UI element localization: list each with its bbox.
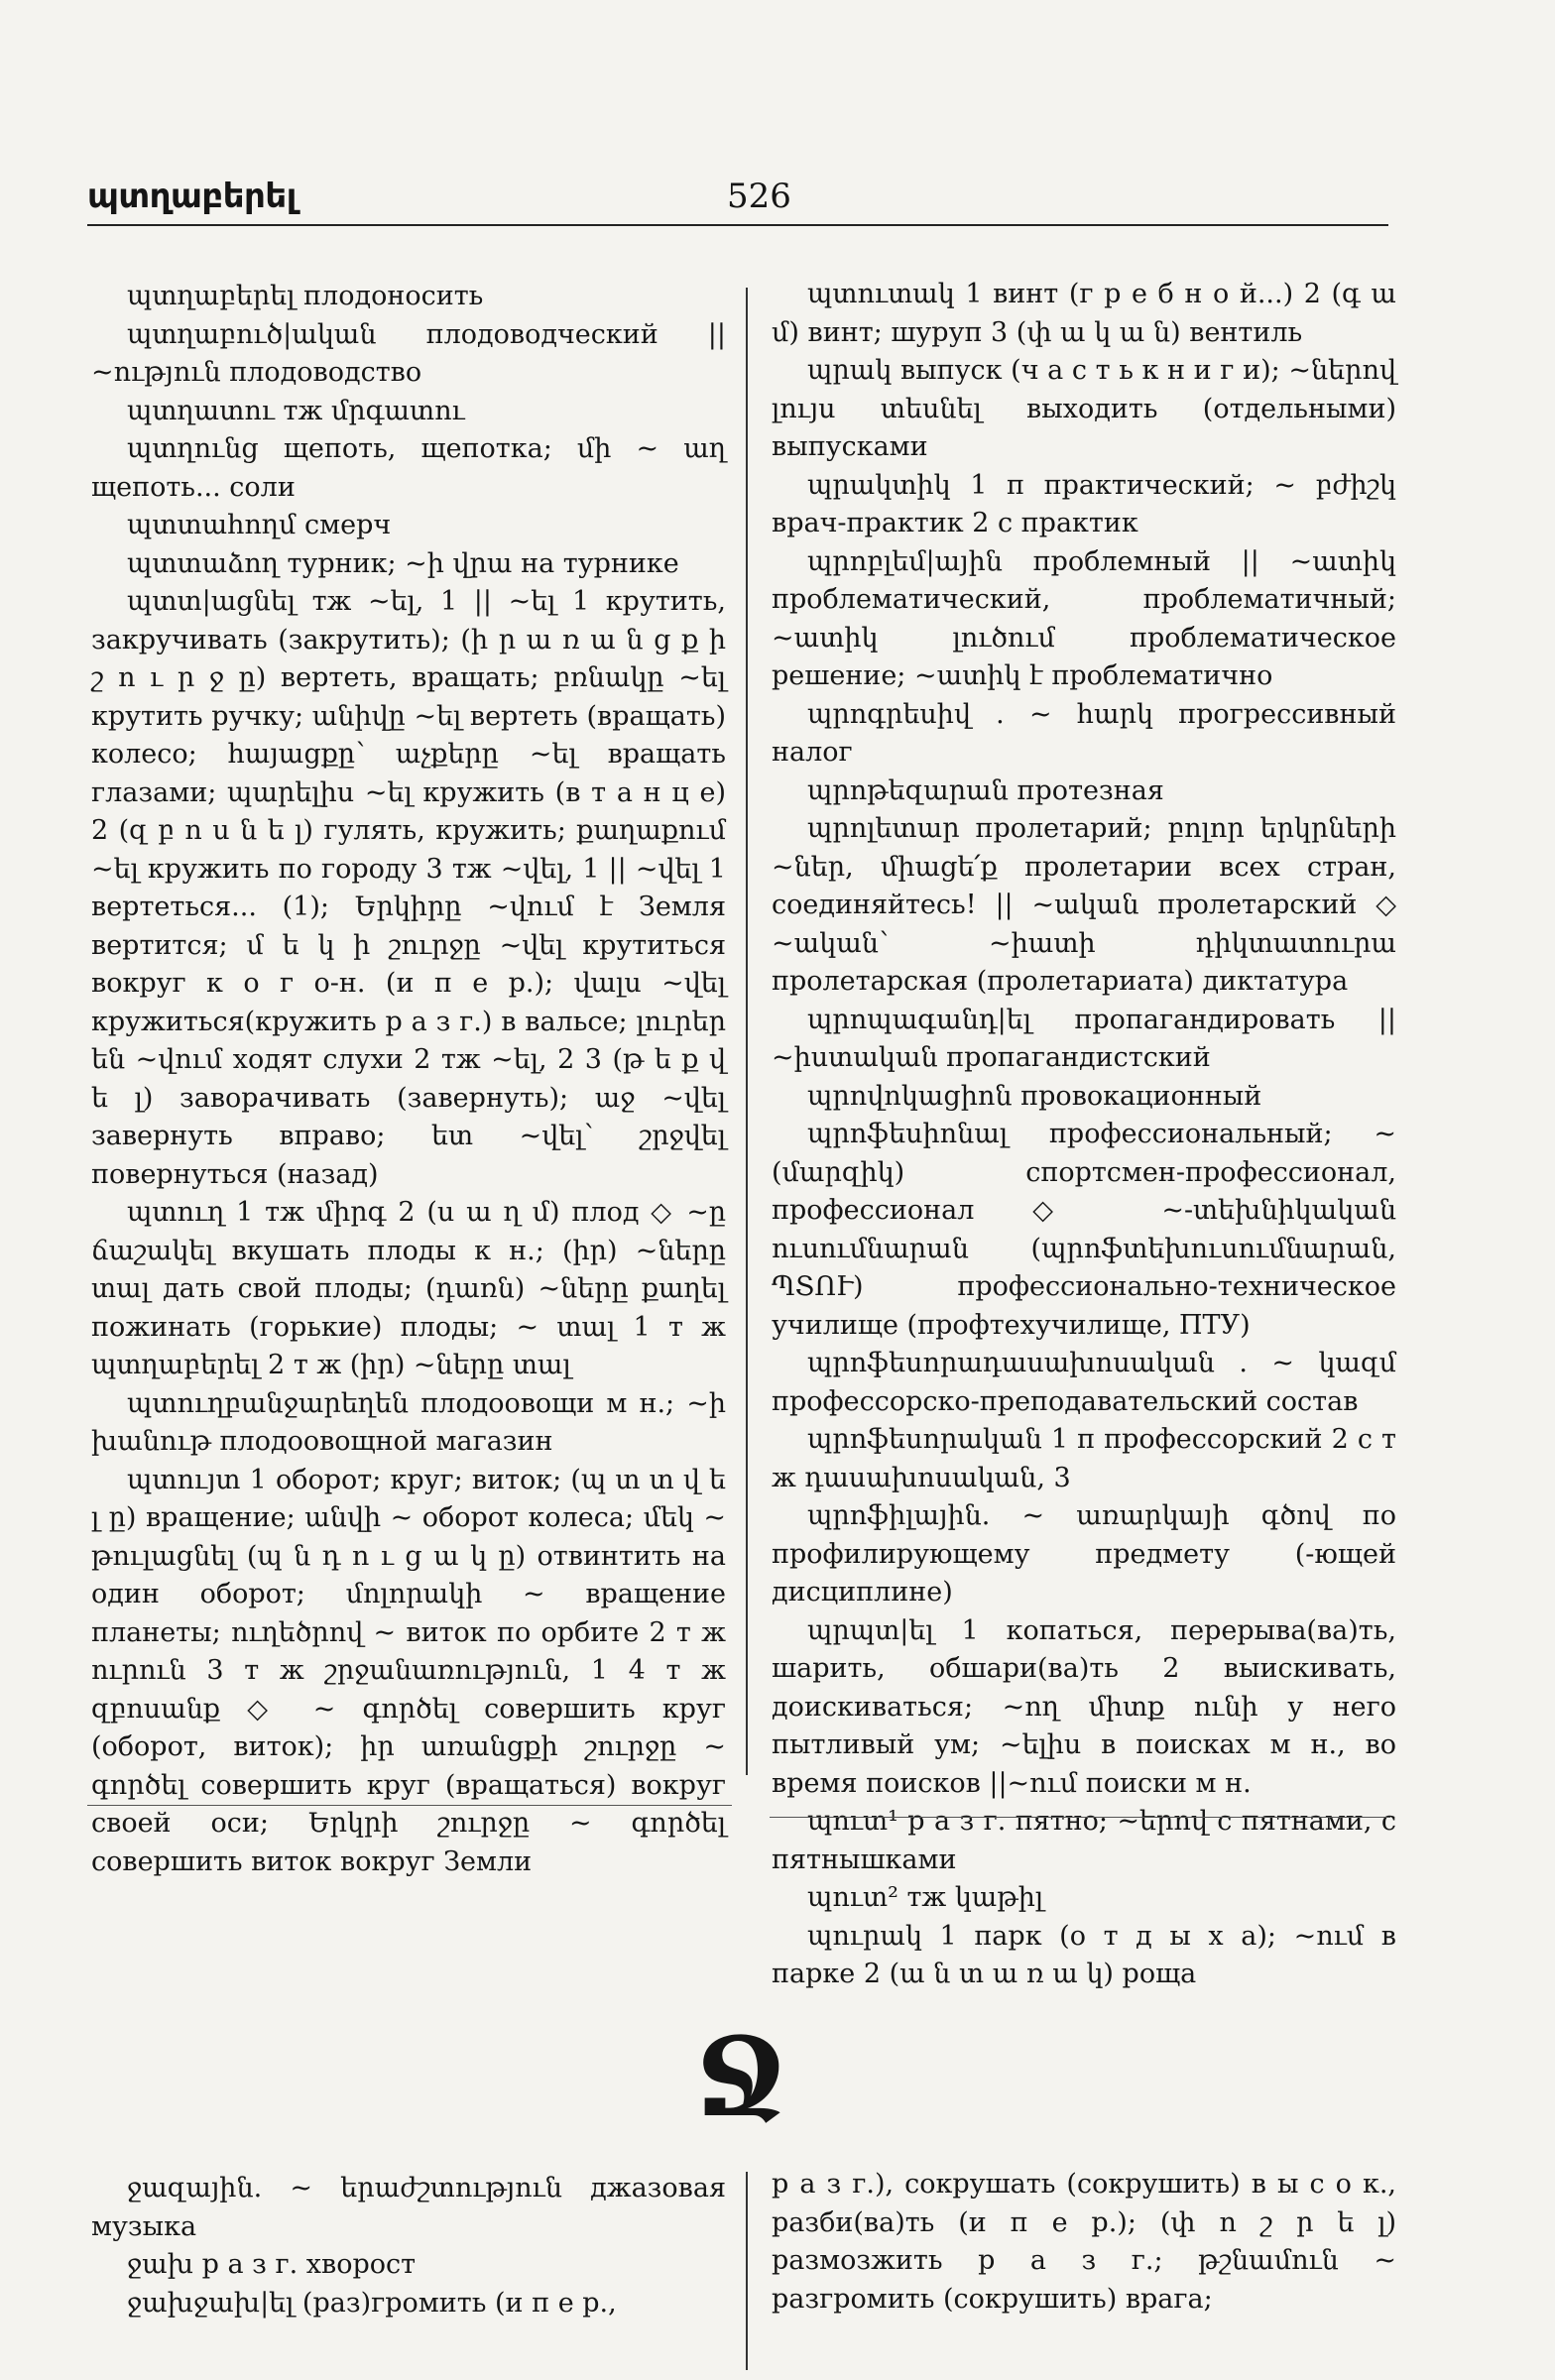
dictionary-entry: р а з г.), сокрушать (сокрушить) в ы с о к., разби(ва)ть (и п е р.); (փ ո շ ր ե լ) размозжить р а з г.; թշնամուն ~ разгромить (сокрушить) врага; bbox=[772, 2169, 1396, 2315]
dictionary-entry: ջախ р а з г. хворост bbox=[127, 2249, 417, 2280]
running-head: պտղաբերել bbox=[87, 177, 297, 216]
dictionary-entry: պրոգրեսիվ . ~ հարկ прогрессивный налог bbox=[772, 698, 1396, 768]
dictionary-entry: պտղաբուծ|ական плодоводческий || ~ություն плодоводство bbox=[91, 318, 726, 388]
dictionary-entry: պուտ² тж կաթիլ bbox=[807, 1882, 1044, 1913]
dictionary-entry: պտտ|ացնել тж ~ել, 1 || ~ել 1 крутить, закручивать (закрутить); (ի ր ա ռ ա ն ց ք ի շ ո ւ ր ջ ը) вертеть, вращать; բռնակը ~ել крутить ручку; անիվը ~ել вертеть (вращать) колесо; հայացքը՝ աչքերը ~ել вращать глазами; պարելիս ~ել кружить (в т а н ц е) 2 (զ բ ո ս ն ե լ) гулять, кружить; քաղաքում ~ել кружить по городу 3 тж ~վել, 1 || ~վել 1 вертеться... (1); Երկիրը ~վում է Земля вертится; մ ե կ ի շուրջը ~վել крутиться вокруг к о г о-н. (и п е р.); վալս ~վել кружиться(кружить р а з г.) в вальсе; լուրեր են ~վում ходят слухи 2 тж ~ել, 2 3 (թ ե ք վ ե լ) заворачивать (завернуть); աջ ~վել завернуть вправо; ետ ~վել՝ շրջվել повернуться (назад) bbox=[91, 586, 726, 1190]
dictionary-entry: պրոֆեսիոնալ профессиональный; ~ (մարզիկ) спортсмен-профессионал, профессионал ◇ ~-տեխնիկական ուսումնարան (պրոֆտեխուսումնարան, ՊՏՈՒ) профессионально-техническое училище (профтехучилище, ПТУ) bbox=[772, 1119, 1396, 1341]
section-end-rule bbox=[770, 1817, 1390, 1818]
dictionary-entry: պտուտակ 1 винт (г р е б н о й...) 2 (գ ա մ) винт; шуруп 3 (փ ա կ ա ն) вентиль bbox=[772, 279, 1396, 348]
dictionary-entry: պրոֆիլային. ~ առարկայի գծով по профилирующему предмету (-ющей дисциплине) bbox=[772, 1500, 1396, 1607]
dictionary-entry: պտուղբանջարեղեն плодоовощи м н.; ~ի խանութ плодоовощной магазин bbox=[91, 1387, 726, 1457]
header-rule bbox=[87, 224, 1388, 226]
dictionary-entry: պրոպագանդ|ել пропагандировать || ~իստական пропагандистский bbox=[772, 1004, 1396, 1073]
bottom-left-column bbox=[91, 2170, 726, 2322]
dictionary-entry: պտույտ 1 оборот; круг; виток; (պ տ տ վ ե լ ը) вращение; անվի ~ оборот колеса; մեկ ~ թուլացնել (պ ն դ ո ւ ց ա կ ը) отвинтить на один оборот; մոլորակի ~ вращение планеты; ուղեծրով ~ виток по орбите 2 т ж ուրուն 3 т ж շրջանառություն, 1 4 т ж զբոսանք ◇ ~ գործել совершить круг (оборот, виток); իր առանցքի շուրջը ~ գործել совершить круг (вращаться) вокруг своей оси; Երկրի շուրջը ~ գործել совершить виток вокруг Земли bbox=[91, 1464, 726, 1877]
dictionary-entry: պրոբլեմ|ային проблемный || ~ատիկ проблематический, проблематичный; ~ատիկ լուծում проблематическое решение; ~ատիկ է проблематично bbox=[772, 545, 1396, 691]
dictionary-entry: պտղատու тж մրգատու bbox=[127, 395, 465, 426]
right-column bbox=[772, 276, 1396, 1994]
dictionary-entry: պրակ выпуск (ч а с т ь к н и г и); ~ներով լույս տեսնել выходить (отдельными) выпусками bbox=[772, 355, 1396, 462]
dictionary-entry: պրոֆեսորադասախոսական . ~ կազմ профессорско-преподавательский состав bbox=[772, 1348, 1396, 1417]
dictionary-entry: ջազային. ~ երաժշտություն джазовая музыка bbox=[91, 2173, 726, 2242]
dictionary-entry: պրոֆեսորական 1 п профессорский 2 с т ж դասախոսական, 3 bbox=[772, 1424, 1396, 1493]
dictionary-entry: պտուղ 1 тж միրգ 2 (ս ա ղ մ) плод ◇ ~ը ճաշակել вкушать плоды к н.; (իր) ~ները տալ дать свой плоды; (դառն) ~ները քաղել пожинать (горькие) плоды; ~ տալ 1 т ж պտղաբերել 2 т ж (իր) ~ները տալ bbox=[91, 1197, 726, 1380]
column-divider bbox=[746, 2172, 748, 2370]
bottom-right-column bbox=[772, 2166, 1396, 2319]
section-letter: Ջ bbox=[694, 2013, 787, 2141]
dictionary-entry: ջախջախ|ել (раз)громить (и п е р., bbox=[127, 2287, 617, 2319]
dictionary-entry: պրովոկացիոն провокационный bbox=[807, 1080, 1262, 1112]
page-header bbox=[87, 177, 1376, 224]
section-end-rule bbox=[87, 1805, 732, 1806]
dictionary-entry: պտտահողմ смерч bbox=[127, 510, 392, 540]
dictionary-entry: պտղունց щепоть, щепотка; մի ~ աղ щепоть... соли bbox=[91, 433, 726, 503]
page-number: 526 bbox=[727, 177, 791, 216]
column-divider bbox=[746, 288, 748, 1775]
left-column bbox=[91, 278, 726, 1881]
dictionary-entry: պուրակ 1 парк (о т д ы х а); ~ում в парке 2 (ա ն տ ա ռ ա կ) роща bbox=[772, 1920, 1396, 1989]
dictionary-entry: պրպտ|ել 1 копаться, перерыва(ва)ть, шарить, обшари(ва)ть 2 выискивать, доискиваться; ~ող միտք ունի у него пытливый ум; ~ելիս в поисках м н., во время поисков ||~ում поиски м н. bbox=[772, 1614, 1396, 1799]
dictionary-entry: պուտ¹ р а з г. пятно; ~երով с пятнами, с пятнышками bbox=[772, 1806, 1396, 1875]
dictionary-entry: պրակտիկ 1 п практический; ~ բժիշկ врач-практик 2 с практик bbox=[772, 469, 1396, 538]
dictionary-entry: պտտաձող турник; ~ի վրա на турнике bbox=[127, 547, 679, 579]
dictionary-entry: պտղաբերել плодоносить bbox=[127, 281, 484, 311]
dictionary-entry: պրոլետար пролетарий; բոլոր երկրների ~ներ, միացե՛ք пролетарии всех стран, соединяйтесь! || ~ական пролетарский ◇ ~ական՝ ~իատի դիկտատուրա пролетарская (пролетариата) диктатура bbox=[772, 813, 1396, 997]
dictionary-entry: պրոթեզարան протезная bbox=[807, 774, 1164, 806]
